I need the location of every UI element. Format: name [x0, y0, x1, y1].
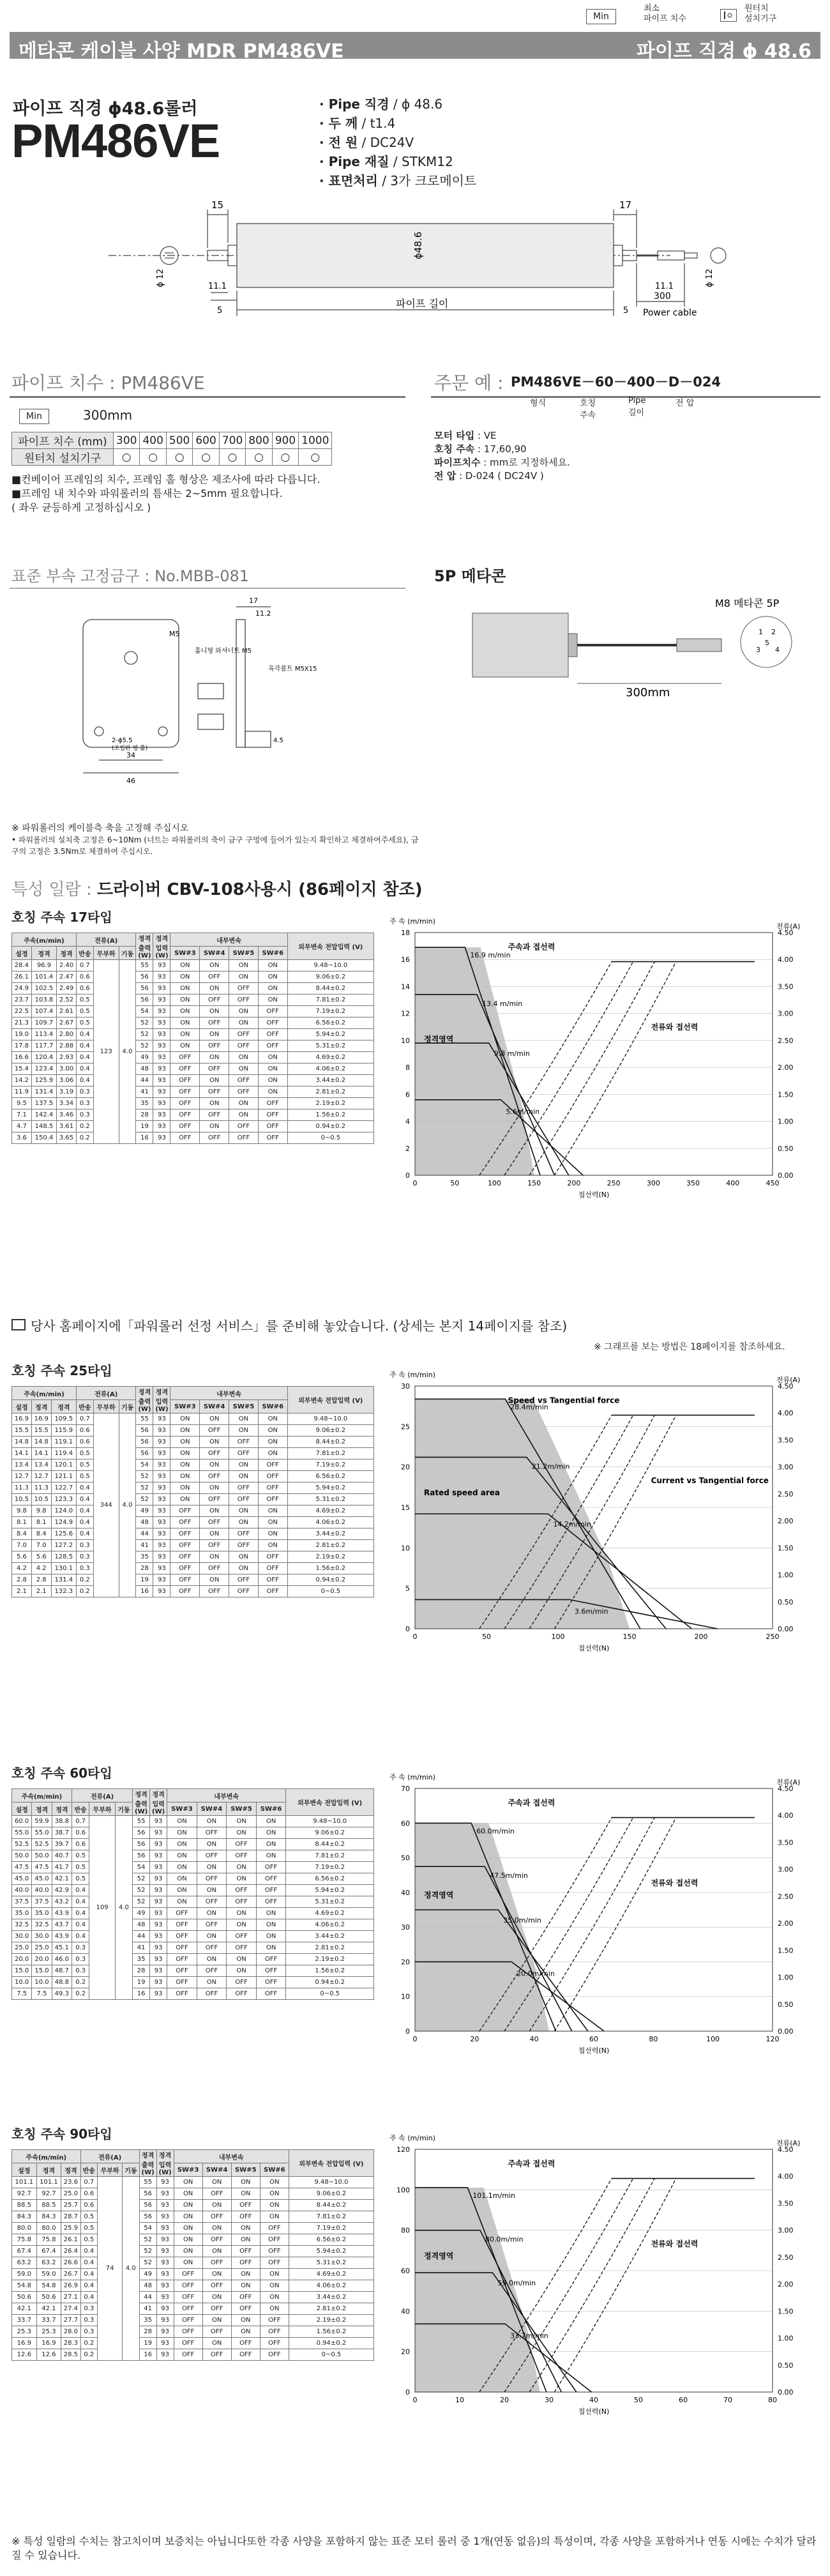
y-tick-label: 2 — [405, 1144, 410, 1153]
y-tick-label: 30 — [401, 1382, 410, 1391]
product-specs — [319, 95, 476, 190]
y-tick-label: 6 — [405, 1090, 410, 1099]
table-row: 25.3 25.3 28.0 0.3 28 93 OFF OFF ON OFF 1.56±0.2 — [12, 2326, 374, 2338]
y2-tick-label: 4.00 — [778, 2172, 794, 2181]
dim-phi: ϕ48.6 — [412, 231, 424, 259]
table-row: 22.5 107.4 2.61 0.5 54 93 ON ON ON OFF 7.19±0.2 — [12, 1006, 374, 1017]
bracket-drawing — [26, 594, 370, 805]
y-tick-label: 12 — [401, 1009, 410, 1018]
svg-text:홈니형 와셔너트 M5: 홈니형 와셔너트 M5 — [195, 648, 252, 655]
y2-tick-label: 1.50 — [778, 1544, 794, 1553]
table-row: 37.5 37.5 43.2 0.4 52 93 ON OFF OFF OFF 5.31±0.2 — [12, 1896, 374, 1908]
table-row: 101.1 101.1 23.6 0.7 74 4.0 55 93 ON ON ON ON 9.48~10.0 — [12, 2177, 374, 2188]
x-axis-label: 접선력(N) — [578, 2407, 610, 2416]
y-tick-label: 5 — [405, 1584, 410, 1593]
y-tick-label: 0 — [405, 2388, 410, 2397]
min-legend-box: Min — [586, 9, 616, 24]
y-tick-label: 25 — [401, 1422, 410, 1431]
table-row: 63.2 63.2 26.6 0.4 52 93 ON OFF OFF OFF 5.31±0.2 — [12, 2257, 374, 2269]
x-tick-label: 150 — [622, 1633, 637, 1641]
rated-area — [415, 947, 534, 1175]
y2-tick-label: 0.00 — [778, 2027, 794, 2036]
y2-tick-label: 1.00 — [778, 2334, 794, 2343]
table-row: 23.7 103.8 2.52 0.5 56 93 ON OFF OFF ON 7.81±0.2 — [12, 995, 374, 1006]
x-tick-label: 100 — [551, 1633, 565, 1641]
y2-tick-label: 1.50 — [778, 1090, 794, 1099]
table-row: 50.6 50.6 27.1 0.4 44 93 OFF ON OFF ON 3.44±0.2 — [12, 2292, 374, 2303]
y2-tick-label: 3.50 — [778, 2199, 794, 2208]
x-tick-label: 20 — [470, 2035, 479, 2043]
label-rated: 정격영역 — [424, 1891, 454, 1900]
table-row: 75.8 75.8 26.1 0.5 52 93 ON OFF ON OFF 6.56±0.2 — [12, 2234, 374, 2246]
y2-tick-label: 0.50 — [778, 2000, 794, 2009]
divider — [431, 396, 820, 398]
svg-text:1: 1 — [758, 628, 763, 636]
y2-tick-label: 0.50 — [778, 2361, 794, 2370]
y2-axis-label: 전류(A) — [776, 1376, 801, 1384]
y2-tick-label: 2.00 — [778, 1919, 794, 1928]
rated-area — [415, 2188, 540, 2392]
fixture-legend-label: 원터치 설치기구 — [744, 4, 777, 24]
svg-text:육각볼트 M5X15: 육각볼트 M5X15 — [268, 666, 317, 673]
x-tick-label: 0 — [412, 1179, 418, 1187]
y-tick-label: 10 — [401, 1036, 410, 1045]
svg-text:2: 2 — [771, 628, 776, 636]
table-row: 47.5 47.5 41.7 0.5 54 93 ON ON ON OFF 7.19±0.2 — [12, 1862, 374, 1873]
y2-tick-label: 1.50 — [778, 1946, 794, 1955]
x-tick-label: 0 — [412, 1633, 418, 1641]
y-axis-label: 주 속 (m/min) — [389, 1371, 435, 1379]
y2-tick-label: 3.50 — [778, 982, 794, 991]
y2-tick-label: 0.00 — [778, 2388, 794, 2397]
section-title: 호칭 주속 25타입 — [11, 1363, 112, 1378]
metacon-title: 5P 메타콘 — [434, 567, 506, 585]
chart — [377, 907, 824, 1207]
y2-tick-label: 2.50 — [778, 1892, 794, 1901]
label-current-force: Current vs Tangential force — [651, 1476, 769, 1485]
order-rows: 모터 타입 : VE 호칭 주속 : 17,60,90 파이프치수 : mm로 지정하세요. 전 압 : D-024 ( DC24V ) — [434, 430, 570, 482]
table-row: 12.6 12.6 28.5 0.2 16 93 OFF OFF OFF OFF 0~0.5 — [12, 2349, 374, 2361]
x-axis-label: 접선력(N) — [578, 1644, 610, 1652]
table-row: 17.8 117.7 2.88 0.4 52 93 ON OFF OFF OFF 5.31±0.2 — [12, 1040, 374, 1052]
table-row: 20.0 20.0 46.0 0.3 35 93 OFF ON ON OFF 2.19±0.2 — [12, 1954, 374, 1965]
table-row: 30.0 30.0 43.9 0.4 44 93 OFF ON OFF ON 3.44±0.2 — [12, 1931, 374, 1942]
spec-row: · 두 께 / t1.4 — [319, 116, 396, 131]
pipe-size-table — [11, 432, 332, 466]
y2-tick-label: 1.00 — [778, 1973, 794, 1982]
y2-tick-label: 1.50 — [778, 2307, 794, 2316]
x-tick-label: 250 — [766, 1633, 780, 1641]
y-tick-label: 40 — [401, 1888, 410, 1897]
y2-tick-label: 1.00 — [778, 1571, 794, 1580]
svg-text:300mm: 300mm — [626, 686, 670, 699]
y2-tick-label: 4.00 — [778, 1811, 794, 1820]
table-row: 7.0 7.0 127.2 0.3 41 93 OFF OFF OFF ON 2.81±0.2 — [12, 1540, 374, 1551]
svg-text:2-ϕ5.5: 2-ϕ5.5 — [112, 737, 133, 744]
bracket-title: 표준 부속 고정금구 : No.MBB-081 — [11, 567, 250, 585]
y2-tick-label: 2.00 — [778, 1063, 794, 1072]
dim-17: 17 — [619, 199, 632, 211]
table-row: 16.9 16.9 109.5 0.7 344 4.0 55 93 ON ON ON ON 9.48~10.0 — [12, 1414, 374, 1425]
speed-level-label: 3.6m/min — [574, 1607, 608, 1616]
speed-level-label: 5.6m/min — [506, 1107, 540, 1116]
x-tick-label: 150 — [527, 1179, 541, 1187]
y2-tick-label: 3.50 — [778, 1436, 794, 1445]
x-tick-label: 120 — [766, 2035, 780, 2043]
svg-text:17: 17 — [249, 597, 258, 605]
min-box: Min — [19, 409, 49, 424]
speed-level-label: 47.5m/min — [490, 1871, 528, 1880]
y2-tick-label: 3.00 — [778, 1009, 794, 1018]
table-row: 14.2 125.9 3.06 0.4 44 93 OFF ON OFF ON 3.44±0.2 — [12, 1075, 374, 1086]
y2-tick-label: 2.00 — [778, 2280, 794, 2289]
bottom-note: ※ 특성 일람의 수치는 참고치이며 보증치는 아닙니다또한 각종 사양을 포함하지 않는 표준 모터 롤러 중 1개(연동 없음)의 특성이며, 각종 사양을 포함하거나 연동 시에는 수치가 달라질 수 있습니다. — [11, 2535, 817, 2561]
x-tick-label: 200 — [567, 1179, 581, 1187]
table-row: 5.6 5.6 128.5 0.3 35 93 OFF ON ON OFF 2.19±0.2 — [12, 1551, 374, 1563]
svg-text:34: 34 — [126, 751, 135, 759]
chart — [377, 2124, 824, 2424]
x-tick-label: 50 — [482, 1633, 491, 1641]
table-row: 25.0 25.0 45.1 0.3 41 93 OFF OFF OFF ON 2.81±0.2 — [12, 1942, 374, 1954]
x-tick-label: 60 — [679, 2396, 688, 2404]
y2-tick-label: 4.00 — [778, 956, 794, 964]
chart — [377, 1360, 824, 1661]
y-tick-label: 60 — [401, 2267, 410, 2275]
dim-cable: 300 — [654, 291, 671, 301]
spec-row: · Pipe 직경 / ϕ 48.6 — [319, 96, 443, 112]
table-row: 59.0 59.0 26.7 0.4 49 93 OFF ON ON ON 4.69±0.2 — [12, 2269, 374, 2280]
y2-tick-label: 4.00 — [778, 1409, 794, 1418]
pipe-size-row: 파이프 치수 (mm) 300 400 500 600 700 800 900 1000 — [12, 432, 332, 449]
y2-tick-label: 2.50 — [778, 1036, 794, 1045]
order-code: PM486VE－60－400－D－024 — [511, 374, 721, 390]
y-tick-label: 40 — [401, 2307, 410, 2316]
metacon-drawing — [434, 588, 817, 779]
speed-level-label: 9.8 m/min — [494, 1049, 530, 1058]
current-series — [554, 2179, 675, 2392]
table-row: 3.6 150.4 3.65 0.2 16 93 OFF OFF OFF OFF 0~0.5 — [12, 1132, 374, 1144]
table-row: 15.4 123.4 3.00 0.4 48 93 OFF OFF ON ON 4.06±0.2 — [12, 1063, 374, 1075]
y-tick-label: 15 — [401, 1504, 410, 1512]
svg-text:3: 3 — [756, 646, 760, 654]
y2-tick-label: 4.50 — [778, 929, 794, 937]
y2-axis-label: 전류(A) — [776, 2139, 801, 2147]
label-current-force: 전류와 접선력 — [651, 1879, 698, 1887]
section-title: 호칭 주속 17타입 — [11, 910, 112, 925]
dim-pipe-len: 파이프 길이 — [396, 298, 449, 310]
min-value: 300mm — [83, 408, 133, 423]
x-tick-label: 40 — [529, 2035, 539, 2043]
table-row: 21.3 109.7 2.67 0.5 52 93 ON OFF ON OFF 6.56±0.2 — [12, 1017, 374, 1029]
table-row: 26.1 101.4 2.47 0.6 56 93 ON OFF ON ON 9.06±0.2 — [12, 972, 374, 983]
table-row: 45.0 45.0 42.1 0.5 52 93 ON OFF ON OFF 6.56±0.2 — [12, 1873, 374, 1885]
spec-row: · 전 원 / DC24V — [319, 135, 414, 150]
x-tick-label: 100 — [706, 2035, 720, 2043]
table-row: 9.5 137.5 3.34 0.3 35 93 OFF ON ON OFF 2.19±0.2 — [12, 1098, 374, 1109]
svg-text:46: 46 — [126, 777, 135, 785]
y-tick-label: 10 — [401, 1544, 410, 1553]
y2-tick-label: 0.50 — [778, 1597, 794, 1606]
current-series — [529, 2179, 654, 2392]
label-rated: 정격영역 — [424, 1035, 454, 1044]
table-row: 11.3 11.3 122.7 0.4 52 93 ON ON OFF OFF 5.94±0.2 — [12, 1482, 374, 1494]
y-tick-label: 0 — [405, 2027, 410, 2036]
dim-111b: 11.1 — [655, 282, 674, 291]
speed-level-label: 20.0m/min — [517, 1969, 555, 1978]
y2-axis-label: 전류(A) — [776, 922, 801, 931]
y-tick-label: 60 — [401, 1819, 410, 1828]
product-subtitle: 파이프 직경 ϕ48.6롤러 — [13, 99, 198, 119]
spec-table: 주속(m/min) 전류(A) 정격 출력 (W) 정격 입력 (W) 내부변속 외부변속 전압입력 (V) 설정 정격 정격 반송 무부하 기동 SW#3 SW#4 SW#5 SW#6 101.1 101.1 23.6 0.7 74 4.0 55 93 ON ON ON ON 9.48~10.0 92.7 92.7 25.0 0.6 56 93 ON OFF ON ON 9.06±0.2 88.5 88.5 25.7 0.6 56 93 ON ON OFF ON 8.44±0.2 84.3 84.3 28.7 0.5 56 93 ON OFF OFF ON 7.81±0.2 80.0 80.0 25.9 0.5 54 93 ON ON ON OFF 7.19±0.2 75.8 75.8 26.1 0.5 52 93 ON OFF ON OFF 6.56±0.2 67.4 67.4 26.4 0.4 52 93 ON ON OFF OFF 5.94±0.2 63.2 63.2 26.6 0.4 52 93 ON OFF OFF OFF 5.31±0.2 59.0 59.0 26.7 0.4 49 93 OFF ON ON ON 4.69±0.2 54.8 54.8 26.9 0.4 48 93 OFF OFF ON ON 4.06±0.2 50.6 50.6 27.1 0.4 44 93 OFF ON OFF ON 3.44±0.2 42.1 42.1 27.4 0.3 41 93 OFF OFF OFF ON 2.81±0.2 33.7 33.7 27.7 0.3 35 93 OFF ON ON OFF 2.19±0.2 25.3 25.3 28.0 0.3 28 93 OFF OFF ON OFF 1.56±0.2 16.9 16.9 28.3 0.2 19 93 OFF ON OFF OFF 0.94±0.2 12.6 12.6 28.5 0.2 16 93 OFF OFF OFF OFF 0~0.5 — [11, 2149, 374, 2361]
x-tick-label: 60 — [589, 2035, 598, 2043]
section-title: 호칭 주속 60타입 — [11, 1765, 112, 1781]
x-tick-label: 0 — [412, 2396, 418, 2404]
x-tick-label: 30 — [545, 2396, 554, 2404]
table-row: 88.5 88.5 25.7 0.6 56 93 ON ON OFF ON 8.44±0.2 — [12, 2200, 374, 2211]
pipe-notes: ■컨베이어 프레임의 치수, 프레임 홀 형상은 제조사에 따라 다릅니다. ■프레임 내 치수와 파워롤러의 틈새는 2~5mm 필요합니다. ( 좌우 균등하게 고정하십시오 ) — [11, 473, 321, 514]
table-row: 9.8 9.8 124.0 0.4 49 93 OFF ON ON ON 4.69±0.2 — [12, 1505, 374, 1517]
speed-level-label: 28.4m/min — [510, 1403, 548, 1412]
speed-level-label: 33.7m/min — [510, 2331, 548, 2340]
x-tick-label: 100 — [487, 1179, 501, 1187]
dim-phi12a: ϕ 12 — [156, 268, 165, 287]
monitor-icon — [11, 1319, 26, 1330]
label-current-force: 전류와 접선력 — [651, 2239, 698, 2248]
y2-tick-label: 3.00 — [778, 2226, 794, 2235]
table-row: 52.5 52.5 39.7 0.6 56 93 ON ON OFF ON 8.44±0.2 — [12, 1839, 374, 1850]
table-row: 42.1 42.1 27.4 0.3 41 93 OFF OFF OFF ON 2.81±0.2 — [12, 2303, 374, 2315]
y-axis-label: 주 속 (m/min) — [389, 917, 435, 926]
dim-5b: 5 — [623, 306, 629, 316]
dim-111a: 11.1 — [208, 282, 227, 291]
x-tick-label: 80 — [768, 2396, 777, 2404]
product-model: PM486VE — [11, 114, 220, 167]
spec-row: · 표면처리 / 3가 크로메이트 — [319, 173, 477, 188]
y-axis-label: 주 속 (m/min) — [389, 2134, 435, 2142]
dim-cable-label: Power cable — [643, 308, 697, 318]
y2-axis-label: 전류(A) — [776, 1778, 801, 1787]
speed-level-label: 80.0m/min — [485, 2235, 524, 2244]
order-title: 주문 예 : — [434, 372, 504, 393]
label-rated: 정격영역 — [424, 2252, 454, 2260]
table-row: 15.5 15.5 115.9 0.6 56 93 ON OFF ON ON 9.06±0.2 — [12, 1425, 374, 1437]
table-row: 24.9 102.5 2.49 0.6 56 93 ON ON OFF ON 8.44±0.2 — [12, 983, 374, 995]
label-current-force: 전류와 접선력 — [651, 1023, 698, 1032]
svg-text:4.5: 4.5 — [273, 737, 283, 744]
roller-drawing — [96, 192, 734, 326]
svg-text:M5: M5 — [169, 630, 180, 638]
pipe-dims-title: 파이프 치수 : PM486VE — [11, 372, 205, 393]
spec-table: 주속(m/min) 전류(A) 정격 출력 (W) 정격 입력 (W) 내부변속 외부변속 전압입력 (V) 설정 정격 정격 반송 무부하 기동 SW#3 SW#4 SW#5 SW#6 28.4 96.9 2.40 0.7 123 4.0 55 93 ON ON ON ON 9.48~10.0 26.1 101.4 2.47 0.6 56 93 ON OFF ON ON 9.06±0.2 24.9 102.5 2.49 0.6 56 93 ON ON OFF ON 8.44±0.2 23.7 103.8 2.52 0.5 56 93 ON OFF OFF ON 7.81±0.2 22.5 107.4 2.61 0.5 54 93 ON ON ON OFF 7.19±0.2 21.3 109.7 2.67 0.5 52 93 ON OFF ON OFF 6.56±0.2 19.0 113.4 2.80 0.4 52 93 ON ON OFF OFF 5.94±0.2 17.8 117.7 2.88 0.4 52 93 ON OFF OFF OFF 5.31±0.2 16.6 120.4 2.93 0.4 49 93 OFF ON ON ON 4.69±0.2 15.4 123.4 3.00 0.4 48 93 OFF OFF ON ON 4.06±0.2 14.2 125.9 3.06 0.4 44 93 OFF ON OFF ON 3.44±0.2 11.9 131.4 3.19 0.3 41 93 OFF OFF OFF ON 2.81±0.2 9.5 137.5 3.34 0.3 35 93 OFF ON ON OFF 2.19±0.2 7.1 142.4 3.46 0.3 28 93 OFF OFF ON OFF 1.56±0.2 4.7 148.5 3.61 0.2 19 93 OFF ON OFF OFF 0.94±0.2 3.6 150.4 3.65 0.2 16 93 OFF OFF OFF OFF 0~0.5 — [11, 933, 374, 1144]
svg-text:5: 5 — [765, 639, 769, 647]
dim-5a: 5 — [217, 306, 223, 316]
speed-level-label: 16.9 m/min — [470, 951, 511, 960]
label-speed-force: Speed vs Tangential force — [508, 1396, 620, 1405]
y-tick-label: 100 — [396, 2186, 410, 2195]
speed-level-label: 14.2m/min — [553, 1520, 591, 1529]
y2-tick-label: 4.50 — [778, 2145, 794, 2154]
y-tick-label: 30 — [401, 1923, 410, 1932]
y-tick-label: 20 — [401, 1463, 410, 1472]
y2-tick-label: 3.00 — [778, 1463, 794, 1472]
table-row: 10.0 10.0 48.8 0.2 19 93 OFF ON OFF OFF 0.94±0.2 — [12, 1977, 374, 1988]
x-tick-label: 450 — [766, 1179, 780, 1187]
y-tick-label: 120 — [396, 2145, 410, 2154]
footnotes: ※ 파워롤러의 케이블측 축을 고정해 주십시오 • 파워롤러의 설치축 고정은 6~10Nm (너트는 파워롤러의 축이 금구 구멍에 들어가 있는지 확인하고 체결하여주세요), 금구의 고정은 3.5Nm로 체결하여 주십시오. — [11, 823, 419, 856]
min-legend — [586, 9, 616, 24]
table-row: 11.9 131.4 3.19 0.3 41 93 OFF OFF OFF ON 2.81±0.2 — [12, 1086, 374, 1098]
x-tick-label: 200 — [694, 1633, 708, 1641]
y2-tick-label: 4.50 — [778, 1785, 794, 1793]
table-row: 10.5 10.5 123.3 0.4 52 93 ON OFF OFF OFF 5.31±0.2 — [12, 1494, 374, 1505]
table-row: 16.9 16.9 28.3 0.2 19 93 OFF ON OFF OFF 0.94±0.2 — [12, 2338, 374, 2349]
y-tick-label: 80 — [401, 2226, 410, 2235]
y2-tick-label: 2.50 — [778, 1490, 794, 1498]
chart — [377, 1763, 824, 2063]
spec-row: · Pipe 재질 / STKM12 — [319, 154, 453, 169]
table-row: 92.7 92.7 25.0 0.6 56 93 ON OFF ON ON 9.06±0.2 — [12, 2188, 374, 2200]
y-tick-label: 14 — [401, 982, 410, 991]
x-tick-label: 400 — [726, 1179, 740, 1187]
y-tick-label: 0 — [405, 1625, 410, 1633]
x-tick-label: 80 — [649, 2035, 658, 2043]
y-tick-label: 8 — [405, 1063, 410, 1072]
table-row: 33.7 33.7 27.7 0.3 35 93 OFF ON ON OFF 2.19±0.2 — [12, 2315, 374, 2326]
y-tick-label: 20 — [401, 1958, 410, 1967]
label-speed-force: 주속과 접선력 — [508, 1798, 555, 1808]
table-row: 2.1 2.1 132.3 0.2 16 93 OFF OFF OFF OFF 0~0.5 — [12, 1586, 374, 1597]
table-row: 8.4 8.4 125.6 0.4 44 93 OFF ON OFF ON 3.44±0.2 — [12, 1528, 374, 1540]
y-tick-label: 50 — [401, 1854, 410, 1863]
table-row: 32.5 32.5 43.7 0.4 48 93 OFF OFF ON ON 4.06±0.2 — [12, 1919, 374, 1931]
x-tick-label: 40 — [589, 2396, 598, 2404]
speed-level-label: 21.2m/min — [531, 1462, 570, 1471]
table-row: 35.0 35.0 43.9 0.4 49 93 OFF ON ON ON 4.69±0.2 — [12, 1908, 374, 1919]
x-tick-label: 50 — [634, 2396, 643, 2404]
y2-tick-label: 3.00 — [778, 1865, 794, 1874]
dim-15: 15 — [211, 199, 224, 211]
x-tick-label: 10 — [455, 2396, 464, 2404]
y-tick-label: 0 — [405, 1171, 410, 1180]
banner-note: ※ 그래프를 보는 방법은 18페이지를 참조하세요. — [594, 1342, 785, 1352]
y2-tick-label: 0.00 — [778, 1625, 794, 1633]
table-row: 55.0 55.0 38.7 0.6 56 93 ON OFF ON ON 9.06±0.2 — [12, 1827, 374, 1839]
table-row: 19.0 113.4 2.80 0.4 52 93 ON ON OFF OFF 5.94±0.2 — [12, 1029, 374, 1040]
divider — [10, 396, 405, 398]
x-tick-label: 350 — [686, 1179, 700, 1187]
speed-level-label: 35.0m/min — [503, 1916, 541, 1924]
header-pipe: 파이프 직경 ϕ 48.6 — [636, 40, 811, 63]
dim-phi12b: ϕ 12 — [705, 268, 714, 287]
x-axis-label: 접선력(N) — [578, 1191, 610, 1199]
label-speed-force: 주속과 접선력 — [508, 2159, 555, 2168]
banner: 당사 홈페이지에「파워롤러 선정 서비스」를 준비해 놓았습니다. (상세는 본지 14페이지를 참조) — [11, 1316, 819, 1334]
divider — [10, 588, 405, 589]
table-row: 28.4 96.9 2.40 0.7 123 4.0 55 93 ON ON ON ON 9.48~10.0 — [12, 960, 374, 972]
table-row: 80.0 80.0 25.9 0.5 54 93 ON ON ON OFF 7.19±0.2 — [12, 2223, 374, 2234]
y-tick-label: 10 — [401, 1992, 410, 2001]
driver-note: 특성 일람 : 드라이버 CBV-108사용시 (86페이지 참조) — [11, 880, 423, 899]
speed-level-label: 101.1m/min — [472, 2191, 515, 2200]
header-title: 메타콘 케이블 사양 MDR PM486VE — [19, 40, 344, 63]
x-tick-label: 300 — [646, 1179, 660, 1187]
svg-text:(조립완 평 홀): (조립완 평 홀) — [112, 745, 148, 752]
speed-level-label: 60.0m/min — [476, 1827, 515, 1836]
speed-level-label: 59.0m/min — [497, 2279, 536, 2288]
spec-table: 주속(m/min) 전류(A) 정격 출력 (W) 정격 입력 (W) 내부변속 외부변속 전압입력 (V) 설정 정격 정격 반송 무부하 기동 SW#3 SW#4 SW#5 SW#6 16.9 16.9 109.5 0.7 344 4.0 55 93 ON ON ON ON 9.48~10.0 15.5 15.5 115.9 0.6 56 93 ON OFF ON ON 9.06±0.2 14.8 14.8 119.1 0.6 56 93 ON ON OFF ON 8.44±0.2 14.1 14.1 119.4 0.5 56 93 ON OFF OFF ON 7.81±0.2 13.4 13.4 120.1 0.5 54 93 ON ON ON OFF 7.19±0.2 12.7 12.7 121.1 0.5 52 93 ON OFF ON OFF 6.56±0.2 11.3 11.3 122.7 0.4 52 93 ON ON OFF OFF 5.94±0.2 10.5 10.5 123.3 0.4 52 93 ON OFF OFF OFF 5.31±0.2 9.8 9.8 124.0 0.4 49 93 OFF ON ON ON 4.69±0.2 8.1 8.1 124.9 0.4 48 93 OFF OFF ON ON 4.06±0.2 8.4 8.4 125.6 0.4 44 93 OFF ON OFF ON 3.44±0.2 7.0 7.0 127.2 0.3 41 93 OFF OFF OFF ON 2.81±0.2 5.6 5.6 128.5 0.3 35 93 OFF ON ON OFF 2.19±0.2 4.2 4.2 130.1 0.3 28 93 OFF OFF ON OFF 1.56±0.2 2.8 2.8 131.4 0.2 19 93 OFF ON OFF OFF 0.94±0.2 2.1 2.1 132.3 0.2 16 93 OFF OFF OFF OFF 0~0.5 — [11, 1386, 374, 1597]
y-tick-label: 18 — [401, 929, 410, 937]
svg-text:M8 메타콘 5P: M8 메타콘 5P — [715, 597, 780, 609]
table-row: 60.0 59.9 38.8 0.7 109 4.0 55 93 ON ON ON ON 9.48~10.0 — [12, 1816, 374, 1827]
y-axis-label: 주 속 (m/min) — [389, 1773, 435, 1781]
label-speed-force: 주속과 접선력 — [508, 942, 555, 952]
y2-tick-label: 3.50 — [778, 1838, 794, 1847]
table-row: 67.4 67.4 26.4 0.4 52 93 ON ON OFF OFF 5.94±0.2 — [12, 2246, 374, 2257]
section-title: 호칭 주속 90타입 — [11, 2126, 112, 2142]
table-row: 14.8 14.8 119.1 0.6 56 93 ON ON OFF ON 8.44±0.2 — [12, 1437, 374, 1448]
svg-text:4: 4 — [775, 646, 780, 654]
fixture-legend-icon — [720, 9, 737, 22]
spec-table: 주속(m/min) 전류(A) 정격 출력 (W) 정격 입력 (W) 내부변속 외부변속 전압입력 (V) 설정 정격 정격 반송 무부하 기동 SW#3 SW#4 SW#5 SW#6 60.0 59.9 38.8 0.7 109 4.0 55 93 ON ON ON ON 9.48~10.0 55.0 55.0 38.7 0.6 56 93 ON OFF ON ON 9.06±0.2 52.5 52.5 39.7 0.6 56 93 ON ON OFF ON 8.44±0.2 50.0 50.0 40.7 0.5 56 93 ON OFF OFF ON 7.81±0.2 47.5 47.5 41.7 0.5 54 93 ON ON ON OFF 7.19±0.2 45.0 45.0 42.1 0.5 52 93 ON OFF ON OFF 6.56±0.2 40.0 40.0 42.9 0.4 52 93 ON ON OFF OFF 5.94±0.2 37.5 37.5 43.2 0.4 52 93 ON OFF OFF OFF 5.31±0.2 35.0 35.0 43.9 0.4 49 93 OFF ON ON ON 4.69±0.2 32.5 32.5 43.7 0.4 48 93 OFF OFF ON ON 4.06±0.2 30.0 30.0 43.9 0.4 44 93 OFF ON OFF ON 3.44±0.2 25.0 25.0 45.1 0.3 41 93 OFF OFF OFF ON 2.81±0.2 20.0 20.0 46.0 0.3 35 93 OFF ON ON OFF 2.19±0.2 15.0 15.0 48.7 0.3 28 93 OFF OFF ON OFF 1.56±0.2 10.0 10.0 48.8 0.2 19 93 OFF ON OFF OFF 0.94±0.2 7.5 7.5 49.3 0.2 16 93 OFF OFF OFF OFF 0~0.5 — [11, 1788, 374, 2000]
y-tick-label: 16 — [401, 956, 410, 964]
table-row: 7.5 7.5 49.3 0.2 16 93 OFF OFF OFF OFF 0~0.5 — [12, 1988, 374, 2000]
svg-text:11.2: 11.2 — [255, 609, 271, 618]
y2-tick-label: 0.50 — [778, 1144, 794, 1153]
table-row: 84.3 84.3 28.7 0.5 56 93 ON OFF OFF ON 7.81±0.2 — [12, 2211, 374, 2223]
current-series — [529, 1818, 654, 2031]
y2-tick-label: 2.00 — [778, 1517, 794, 1526]
table-row: 7.1 142.4 3.46 0.3 28 93 OFF OFF ON OFF 1.56±0.2 — [12, 1109, 374, 1121]
y2-tick-label: 4.50 — [778, 1382, 794, 1391]
y2-tick-label: 1.00 — [778, 1117, 794, 1126]
fixture-row: 원터치 설치기구 ○ ○ ○ ○ ○ ○ ○ ○ — [12, 449, 332, 466]
label-rated: Rated speed area — [424, 1488, 501, 1497]
x-tick-label: 70 — [723, 2396, 732, 2404]
table-row: 40.0 40.0 42.9 0.4 52 93 ON ON OFF OFF 5.94±0.2 — [12, 1885, 374, 1896]
table-row: 8.1 8.1 124.9 0.4 48 93 OFF OFF ON ON 4.06±0.2 — [12, 1517, 374, 1528]
x-tick-label: 50 — [450, 1179, 460, 1187]
speed-level-label: 13.4 m/min — [482, 1000, 523, 1009]
min-legend-label: 최소 파이프 치수 — [644, 4, 686, 24]
current-series — [554, 1818, 675, 2031]
table-row: 4.7 148.5 3.61 0.2 19 93 OFF ON OFF OFF 0.94±0.2 — [12, 1121, 374, 1132]
table-row: 13.4 13.4 120.1 0.5 54 93 ON ON ON OFF 7.19±0.2 — [12, 1459, 374, 1471]
y2-tick-label: 2.50 — [778, 2253, 794, 2262]
table-row: 14.1 14.1 119.4 0.5 56 93 ON OFF OFF ON 7.81±0.2 — [12, 1448, 374, 1459]
table-row: 54.8 54.8 26.9 0.4 48 93 OFF OFF ON ON 4.06±0.2 — [12, 2280, 374, 2292]
y-tick-label: 20 — [401, 2347, 410, 2356]
current-series — [554, 962, 675, 1175]
table-row: 2.8 2.8 131.4 0.2 19 93 OFF ON OFF OFF 0.94±0.2 — [12, 1574, 374, 1586]
x-tick-label: 20 — [500, 2396, 509, 2404]
y-tick-label: 4 — [405, 1117, 410, 1126]
x-axis-label: 접선력(N) — [578, 2046, 610, 2055]
y-tick-label: 70 — [401, 1785, 410, 1793]
x-tick-label: 0 — [412, 2035, 418, 2043]
table-row: 15.0 15.0 48.7 0.3 28 93 OFF OFF ON OFF 1.56±0.2 — [12, 1965, 374, 1977]
table-row: 4.2 4.2 130.1 0.3 28 93 OFF OFF ON OFF 1.56±0.2 — [12, 1563, 374, 1574]
table-row: 50.0 50.0 40.7 0.5 56 93 ON OFF OFF ON 7.81±0.2 — [12, 1850, 374, 1862]
table-row: 12.7 12.7 121.1 0.5 52 93 ON OFF ON OFF 6.56±0.2 — [12, 1471, 374, 1482]
table-row: 16.6 120.4 2.93 0.4 49 93 OFF ON ON ON 4.69±0.2 — [12, 1052, 374, 1063]
x-tick-label: 250 — [607, 1179, 621, 1187]
header-bar — [10, 32, 820, 63]
y2-tick-label: 0.00 — [778, 1171, 794, 1180]
